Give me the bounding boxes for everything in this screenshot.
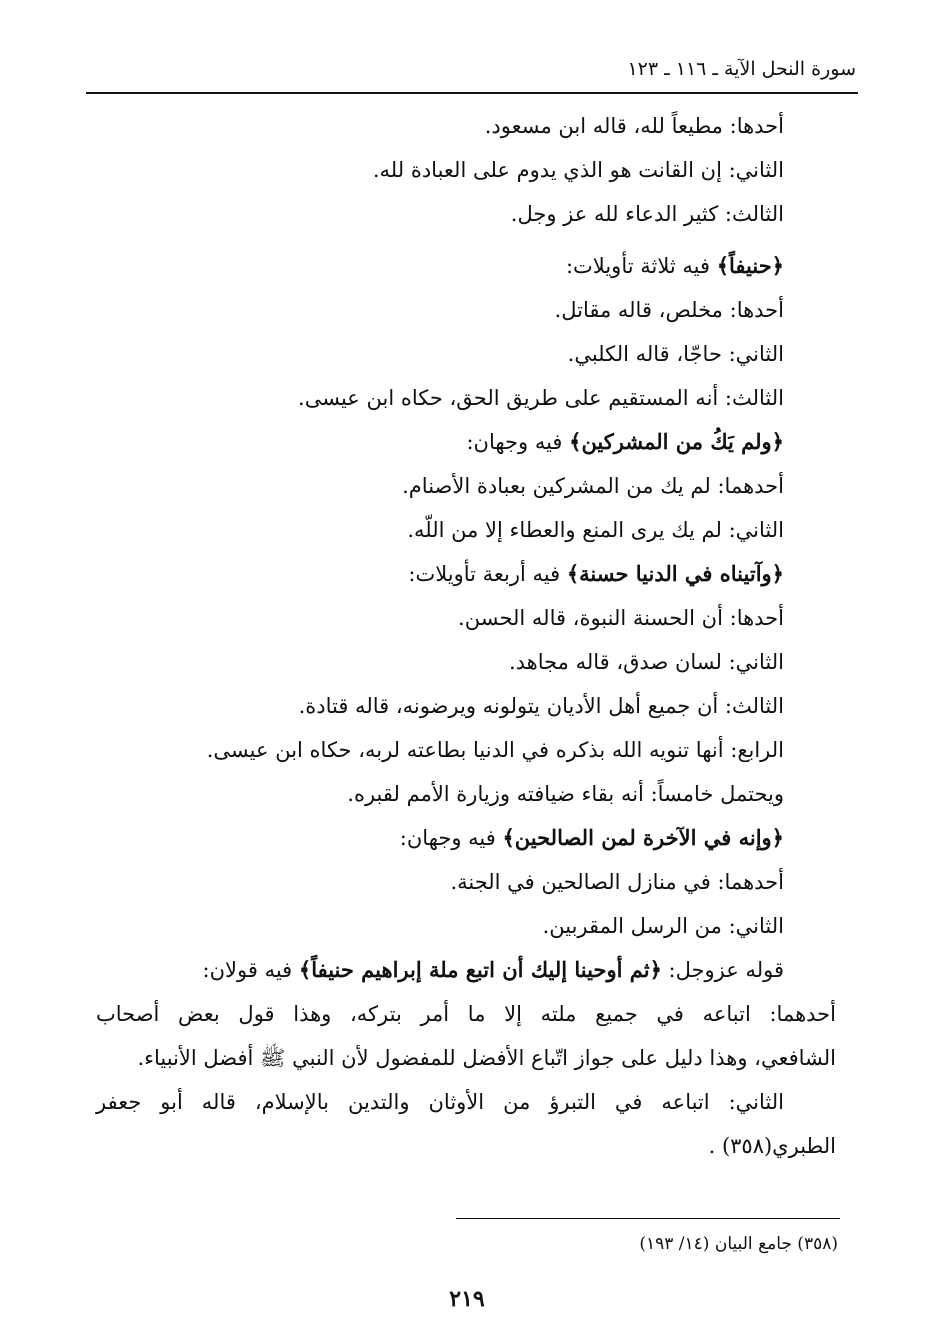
quran-verse: ﴿وآتيناه في الدنيا حسنة﴾ [566,561,784,586]
text-line: الثاني: لسان صدق، قاله مجاهد. [508,650,784,674]
text-line: أحدهما: في منازل الصالحين في الجنة. [450,870,784,894]
verse-line: ﴿وآتيناه في الدنيا حسنة﴾ فيه أربعة تأويلات: [408,561,784,586]
quran-verse: ﴿حنيفاً﴾ [716,253,784,278]
text-line: الثالث: أنه المستقيم على طريق الحق، حكاه ابن عيسى. [298,386,784,410]
text-line: الشافعي، وهذا دليل على جواز اتّباع الأفضل للمفضول لأن النبي ﷺ أفضل الأنبياء. [137,1046,836,1070]
text-line: الرابع: أنها تنويه الله بذكره في الدنيا بطاعته لربه، حكاه ابن عيسى. [206,738,784,762]
text-line: الثاني: إن القانت هو الذي يدوم على العبادة لله. [372,158,784,182]
text-line: أحدها: مخلص، قاله مقاتل. [554,298,784,322]
quran-verse: ﴿ولم يَكُ من المشركين﴾ [569,429,784,454]
text-line: أحدهما: لم يك من المشركين بعبادة الأصنام. [402,474,784,498]
page-number: ٢١٩ [449,1286,485,1312]
header-rule [86,92,858,94]
verse-line: ﴿حنيفاً﴾ فيه ثلاثة تأويلات: [565,253,784,278]
verse-line: ﴿وإنه في الآخرة لمن الصالحين﴾ فيه وجهان: [399,825,784,850]
text-line: ويحتمل خامساً: أنه بقاء ضيافته وزيارة الأمم لقبره. [347,782,784,806]
text-line: أحدهما: اتباعه في جميع ملته إلا ما أمر بتركه، وهذا قول بعض أصحاب [96,1002,836,1026]
text-line: الثاني: من الرسل المقربين. [542,914,784,938]
text-line: الثاني: لم يك يرى المنع والعطاء إلا من اللّه. [407,518,784,542]
footnote: (٣٥٨) جامع البيان (١٤/ ١٩٣) [639,1234,838,1254]
text-line: أحدها: أن الحسنة النبوة، قاله الحسن. [458,606,784,630]
quran-verse: ﴿ثم أوحينا إليك أن اتبع ملة إبراهيم حنيفاً﴾ [298,957,662,982]
running-header: سورة النحل الآية ـ ١١٦ ـ ١٢٣ [627,58,856,80]
text-line: الثاني: اتباعه في التبرؤ من الأوثان والتدين بالإسلام، قاله أبو جعفر [96,1090,784,1114]
verse-line: ﴿ولم يَكُ من المشركين﴾ فيه وجهان: [466,429,784,454]
text-line: أحدها: مطيعاً لله، قاله ابن مسعود. [484,114,784,138]
verse-line: قوله عزوجل: ﴿ثم أوحينا إليك أن اتبع ملة إبراهيم حنيفاً﴾ فيه قولان: [202,957,784,982]
text-line: الطبري(٣٥٨) . [708,1134,836,1158]
footnote-rule [456,1218,840,1219]
text-line: الثاني: حاجّا، قاله الكلبي. [567,342,784,366]
text-line: الثالث: أن جميع أهل الأديان يتولونه ويرضونه، قاله قتادة. [298,694,784,718]
text-line: الثالث: كثير الدعاء لله عز وجل. [510,202,784,226]
quran-verse: ﴿وإنه في الآخرة لمن الصالحين﴾ [502,825,784,850]
